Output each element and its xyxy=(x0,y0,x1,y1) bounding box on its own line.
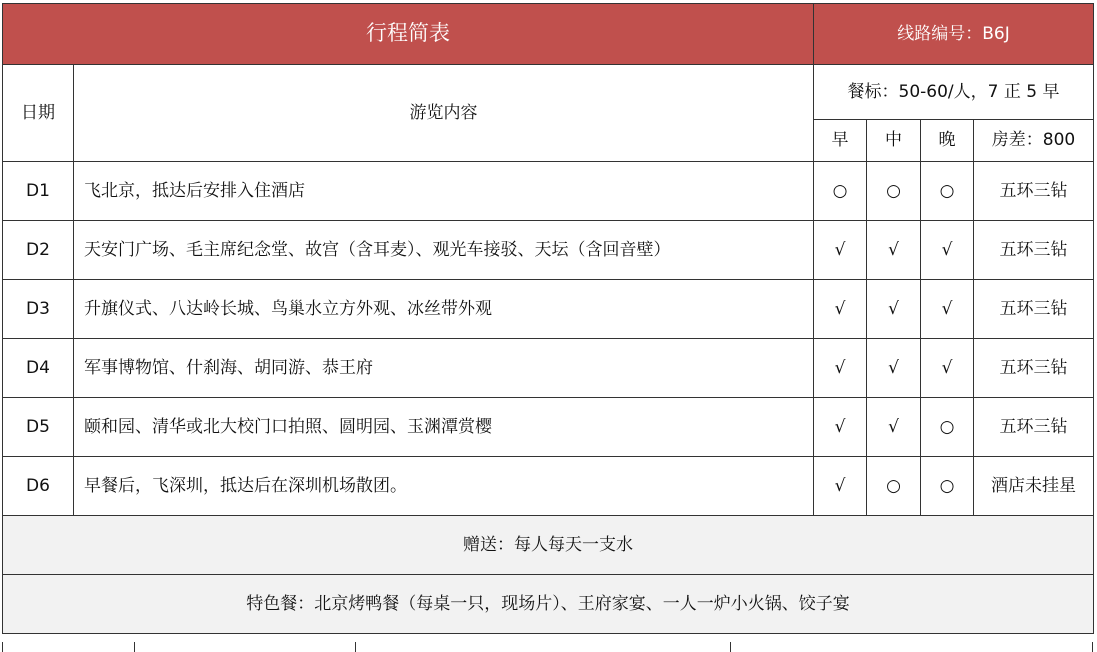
day-label: D1 xyxy=(3,162,74,221)
breakfast-mark: √ xyxy=(814,280,867,339)
header-content: 游览内容 xyxy=(74,65,814,162)
dinner-mark: √ xyxy=(921,280,974,339)
header-dinner: 晚 xyxy=(921,120,974,162)
lunch-mark: ○ xyxy=(867,162,921,221)
day-label: D6 xyxy=(3,457,74,516)
breakfast-mark: √ xyxy=(814,339,867,398)
breakfast-mark: √ xyxy=(814,221,867,280)
hotel-level: 五环三钻 xyxy=(974,398,1094,457)
special-meals-row xyxy=(3,575,1094,634)
header-breakfast: 早 xyxy=(814,120,867,162)
hotel-level: 五环三钻 xyxy=(974,162,1094,221)
day-label: D4 xyxy=(3,339,74,398)
table-row xyxy=(3,457,1094,516)
breakfast-mark: √ xyxy=(814,398,867,457)
dinner-mark: ○ xyxy=(921,162,974,221)
day-content: 飞北京，抵达后安排入住酒店 xyxy=(74,162,814,221)
breakfast-mark: ○ xyxy=(814,162,867,221)
header-row xyxy=(3,65,1094,120)
hotel-level: 五环三钻 xyxy=(974,221,1094,280)
route-code: 线路编号：B6J xyxy=(814,4,1094,65)
lunch-mark: √ xyxy=(867,221,921,280)
table-title: 行程简表 xyxy=(3,4,814,65)
column-divider xyxy=(134,642,135,652)
table-row xyxy=(3,221,1094,280)
dinner-mark: ○ xyxy=(921,457,974,516)
dinner-mark: ○ xyxy=(921,398,974,457)
day-label: D5 xyxy=(3,398,74,457)
table-row xyxy=(3,398,1094,457)
day-content: 军事博物馆、什刹海、胡同游、恭王府 xyxy=(74,339,814,398)
dinner-mark: √ xyxy=(921,221,974,280)
gift-row xyxy=(3,516,1094,575)
breakfast-mark: √ xyxy=(814,457,867,516)
hotel-level: 五环三钻 xyxy=(974,339,1094,398)
lunch-mark: √ xyxy=(867,398,921,457)
lunch-mark: √ xyxy=(867,339,921,398)
special-meals-note: 特色餐：北京烤鸭餐（每桌一只，现场片）、王府家宴、一人一炉小火锅、饺子宴 xyxy=(3,575,1094,634)
day-content: 升旗仪式、八达岭长城、鸟巢水立方外观、冰丝带外观 xyxy=(74,280,814,339)
table-row xyxy=(3,280,1094,339)
lunch-mark: ○ xyxy=(867,457,921,516)
day-content: 早餐后，飞深圳，抵达后在深圳机场散团。 xyxy=(74,457,814,516)
lunch-mark: √ xyxy=(867,280,921,339)
day-label: D2 xyxy=(3,221,74,280)
column-divider xyxy=(355,642,356,652)
hotel-level: 酒店未挂星 xyxy=(974,457,1094,516)
title-row xyxy=(3,4,1094,65)
table-row xyxy=(3,162,1094,221)
table-row xyxy=(3,339,1094,398)
header-lunch: 中 xyxy=(867,120,921,162)
header-room-diff: 房差：800 xyxy=(974,120,1094,162)
gift-note: 赠送：每人每天一支水 xyxy=(3,516,1094,575)
day-content: 颐和园、清华或北大校门口拍照、圆明园、玉渊潭赏樱 xyxy=(74,398,814,457)
day-content: 天安门广场、毛主席纪念堂、故宫（含耳麦）、观光车接驳、天坛（含回音壁） xyxy=(74,221,814,280)
day-label: D3 xyxy=(3,280,74,339)
hotel-level: 五环三钻 xyxy=(974,280,1094,339)
next-table-edge xyxy=(2,642,1093,652)
header-meal-standard: 餐标：50-60/人，7 正 5 早 xyxy=(814,65,1094,120)
dinner-mark: √ xyxy=(921,339,974,398)
itinerary-table xyxy=(2,3,1094,634)
header-day: 日期 xyxy=(3,65,74,162)
column-divider xyxy=(730,642,731,652)
